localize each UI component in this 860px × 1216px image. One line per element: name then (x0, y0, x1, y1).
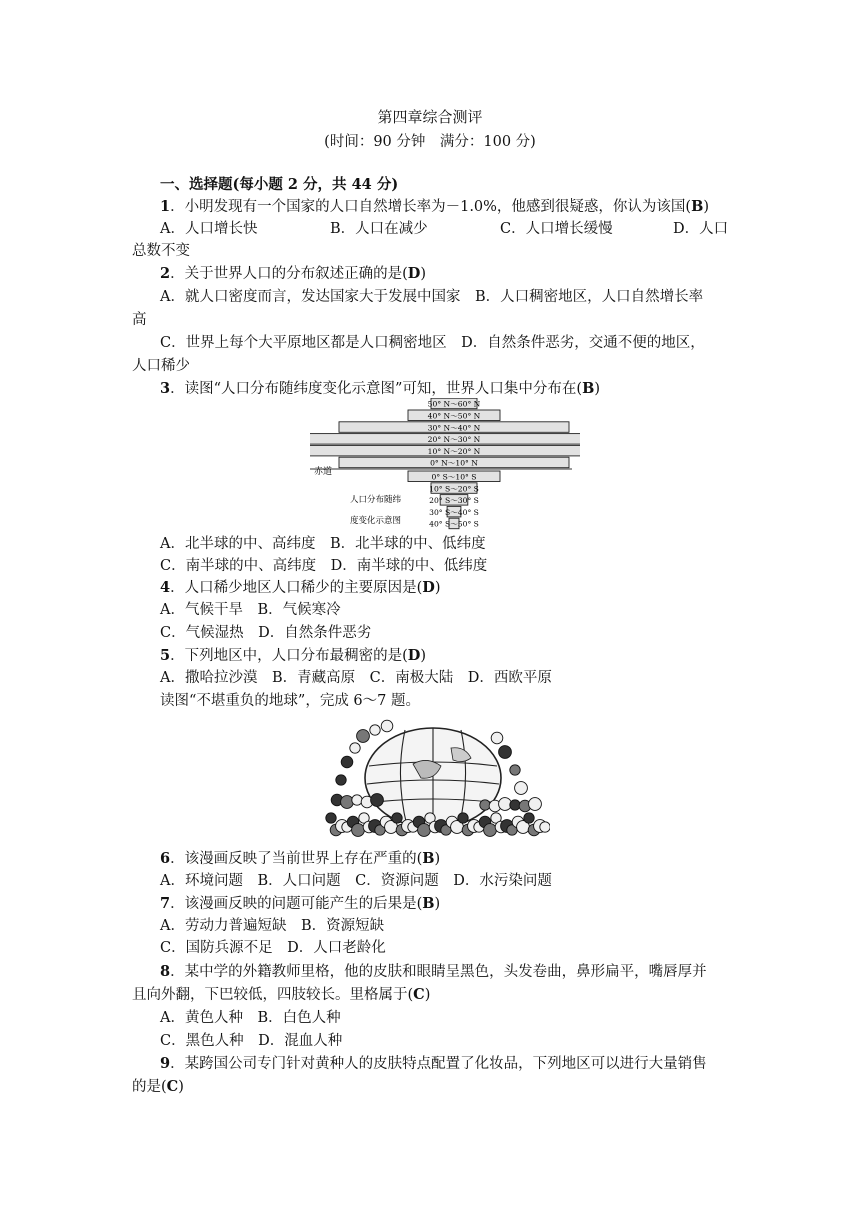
option-b: B．人口在减少 (330, 221, 428, 237)
question-text: ．小明发现有一个国家的人口自然增长率为－1.0%，他感到很疑惑，你认为该国( (170, 199, 692, 215)
question-text: ．某跨国公司专门针对黄种人的皮肤特点配置了化妆品，下列地区可以进行大量销售 (170, 1056, 707, 1072)
person-head-icon (336, 775, 346, 785)
person-head-icon (540, 822, 550, 832)
question-answer: D (407, 265, 421, 282)
question-1-options (160, 218, 730, 240)
question-answer: B (582, 380, 595, 397)
latitude-band-label: 0° S～10° S (431, 472, 477, 482)
question-3-stem (160, 378, 730, 400)
question-1-options-cont: 总数不变 (132, 243, 190, 259)
question-7-option-cd: C．国防兵源不足 D．人口老龄化 (160, 940, 386, 956)
question-text: ．读图“人口分布随纬度变化示意图”可知，世界人口集中分布在( (170, 381, 583, 397)
person-head-icon (480, 800, 490, 810)
person-head-icon (418, 824, 431, 837)
person-head-icon (491, 732, 503, 744)
question-1-stem (160, 196, 730, 218)
question-close-paren: ) (420, 648, 426, 664)
overburdened-earth-cartoon (325, 718, 550, 840)
page-subtitle: (时间：90 分钟 满分：100 分) (324, 134, 536, 150)
question-2-option-cd: C．世界上每个大平原地区都是人口稠密地区 D．自然条件恶劣，交通不便的地区， (160, 335, 705, 351)
latitude-band-label: 0° N～10° N (430, 458, 478, 468)
latitude-band-label: 40° S～50° S (429, 519, 479, 529)
question-text: ．关于世界人口的分布叙述正确的是( (170, 266, 408, 282)
question-2-option-cd-cont: 人口稀少 (132, 358, 190, 374)
question-4-stem (160, 577, 730, 599)
question-text: ．下列地区中，人口分布最稠密的是( (170, 648, 408, 664)
latitude-band-label: 20° S～30° S (429, 496, 479, 506)
question-7-stem (160, 893, 730, 915)
question-close-paren: ) (434, 580, 441, 596)
figure-caption-line1: 人口分布随纬 (350, 495, 402, 505)
option-d: D．人口 (673, 221, 729, 237)
question-9-stem-cont (132, 1076, 702, 1098)
question-number: 9 (160, 1055, 171, 1072)
person-head-icon (350, 743, 360, 753)
latitude-band-label: 50° N～60° N (427, 399, 481, 409)
question-text: ．某中学的外籍教师里格，他的皮肤和眼睛呈黑色，头发卷曲，鼻形扁平，嘴唇厚并 (170, 964, 707, 980)
question-answer: B (691, 198, 704, 215)
latitude-band-label: 30° S～40° S (429, 507, 479, 517)
question-close-paren: ) (178, 1079, 184, 1095)
latitude-band-label: 40° N～50° N (427, 411, 481, 421)
equator-label: 赤道 (314, 467, 333, 477)
question-close-paren: ) (434, 896, 441, 912)
question-number: 6 (160, 850, 171, 867)
question-6-options: A．环境问题 B．人口问题 C．资源问题 D．水污染问题 (160, 873, 552, 889)
question-5-options: A．撒哈拉沙漠 B．青藏高原 C．南极大陆 D．西欧平原 (160, 670, 552, 686)
latitude-band-label: 20° N～30° N (427, 435, 481, 445)
question-number: 1 (160, 198, 171, 215)
reading-intro: 读图“不堪重负的地球”，完成 6～7 题。 (160, 693, 420, 709)
person-head-icon (381, 720, 393, 732)
option-c: C．人口增长缓慢 (500, 221, 613, 237)
person-head-icon (341, 796, 354, 809)
question-answer: B (422, 895, 435, 912)
person-head-icon (524, 813, 534, 823)
question-2-option-ab: A．就人口密度而言，发达国家大于发展中国家 B．人口稠密地区，人口自然增长率 (160, 289, 704, 305)
question-6-stem (160, 848, 730, 870)
question-number: 3 (160, 380, 171, 397)
question-5-stem (160, 645, 730, 667)
latitude-band-label: 10° N～20° N (427, 446, 481, 456)
person-head-icon (371, 794, 384, 807)
question-close-paren: ) (594, 381, 601, 397)
option-a: A．人口增长快 (160, 221, 258, 237)
question-2-option-ab-cont: 高 (132, 312, 147, 328)
section-heading: 一、选择题(每小题 2 分，共 44 分) (160, 176, 399, 193)
question-7-option-ab: A．劳动力普遍短缺 B．资源短缺 (160, 918, 385, 934)
question-2-stem (160, 263, 730, 285)
person-head-icon (499, 746, 512, 759)
population-latitude-figure (310, 398, 580, 530)
question-number: 2 (160, 265, 171, 282)
question-answer: D (407, 647, 421, 664)
question-answer: B (422, 850, 435, 867)
question-text: 且向外翻，下巴较低，四肢较长。里格属于( (132, 987, 414, 1003)
question-8-option-cd: C．黑色人种 D．混血人种 (160, 1033, 343, 1049)
person-head-icon (352, 824, 365, 837)
question-4-option-ab: A．气候干旱 B．气候寒冷 (160, 602, 341, 618)
question-close-paren: ) (434, 851, 441, 867)
person-head-icon (357, 730, 370, 743)
question-text: ．人口稀少地区人口稀少的主要原因是( (170, 580, 423, 596)
latitude-band-label: 30° N～40° N (427, 423, 481, 433)
person-head-icon (515, 782, 528, 795)
question-3-option-ab: A．北半球的中、高纬度 B．北半球的中、低纬度 (160, 536, 486, 552)
question-answer: C (166, 1078, 179, 1095)
question-number: 4 (160, 579, 171, 596)
person-head-icon (510, 765, 520, 775)
question-8-option-ab: A．黄色人种 B．白色人种 (160, 1010, 341, 1026)
person-head-icon (458, 813, 468, 823)
person-head-icon (370, 725, 380, 735)
question-close-paren: ) (420, 266, 426, 282)
person-head-icon (510, 800, 520, 810)
question-number: 8 (160, 963, 171, 980)
question-3-option-cd: C．南半球的中、高纬度 D．南半球的中、低纬度 (160, 558, 488, 574)
question-8-stem-cont (132, 984, 702, 1006)
question-number: 5 (160, 647, 171, 664)
page-title: 第四章综合测评 (377, 108, 483, 126)
question-8-stem (160, 961, 730, 983)
figure-caption-line2: 度变化示意图 (350, 516, 402, 526)
question-text: 的是( (132, 1079, 167, 1095)
question-answer: C (413, 986, 425, 1003)
question-answer: D (422, 579, 435, 596)
question-text: ．该漫画反映了当前世界上存在严重的( (170, 851, 423, 867)
person-head-icon (529, 798, 542, 811)
question-9-stem (160, 1053, 730, 1075)
question-number: 7 (160, 895, 171, 912)
person-head-icon (352, 795, 362, 805)
person-head-icon (392, 813, 402, 823)
person-head-icon (484, 824, 497, 837)
latitude-band-label: 10° S～20° S (429, 484, 479, 494)
question-close-paren: ) (424, 987, 431, 1003)
person-head-icon (341, 756, 353, 768)
question-close-paren: ) (703, 199, 710, 215)
person-head-icon (326, 813, 336, 823)
question-text: ．该漫画反映的问题可能产生的后果是( (170, 896, 423, 912)
question-4-option-cd: C．气候湿热 D．自然条件恶劣 (160, 625, 372, 641)
